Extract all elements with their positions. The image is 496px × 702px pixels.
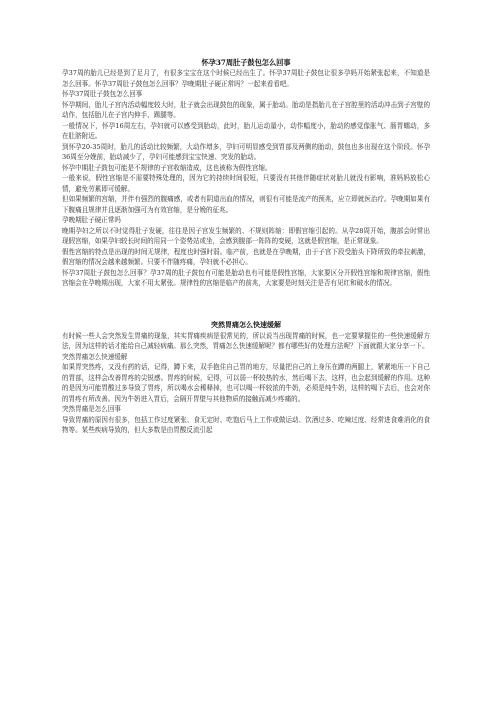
article-title: 怀孕37周肚子鼓包怎么回事 xyxy=(201,58,291,67)
paragraph: 怀孕37周肚子鼓包怎么回事？孕37周的肚子鼓包有可能是胎动也有可能是假性宫缩，大家要区分开假性宫缩和规律宫缩，假性宫缩会在孕晚期出现，大家不用太紧张。规律性的宫缩是临产的前兆，大家要是时刻关注是否有见红和破水的情况。 xyxy=(62,268,430,287)
paragraph: 到怀孕20-35周时，胎儿的活动比较频繁，大动作增多，孕妇可明显感受到胃部及两侧的胎动，鼓包也多出现在这个阶段。怀孕36周至分娩前，胎动减少了，孕妇可能感到宝宝快速、突发的胎动。 xyxy=(62,142,430,161)
section-heading: 孕晚期肚子硬正常吗 xyxy=(62,216,121,224)
paragraph: 如果胃突然疼，又没有药的话，记得，蹲下来，双手抱住自己胃的地方，尽量把自己的上身压在蹲的两腿上，紧紧地压一下自己的胃部，这样会改善胃疼的尖锐感。胃疼的时候，记得，可以弱一杯较热的水，然后喝下去，这样，也会起到缓解的作用。这种的是因为可能胃酸过多导致了胃疼，所以喝水会稀释掉，也可以喝一杯较浓的牛奶，必须是纯牛奶，这样的喝下去后，也会对你的胃疼有所改善。因为牛奶进入胃后，会隔开胃壁与其他物质的接触而减少疼痛的。 xyxy=(62,363,430,403)
paragraph: 怀孕期间，胎儿子宫内活动幅度较大时，肚子就会出现鼓包的现象，属于胎动。胎动是指胎儿在子宫腔里的活动冲击到子宫壁的动作，包括胎儿在子宫内伸手、踢腿等。 xyxy=(62,100,430,119)
paragraph: 晚期孕妇之所以不时觉得肚子发硬，往往是因子宫发生频繁的、不规则阵缩：即假宫缩引起的。从孕28周开始，腹部会时常出现假宫缩，如果孕妇较长时间的用同一个姿势站或坐，会感到腹部一阵阵的变硬，这就是假宫缩，是正常现象。 xyxy=(62,226,430,245)
paragraph: 一般情况下，怀孕16周左右，孕妇就可以感受到胎动，此时，胎儿运动量小，动作幅度小，胎动的感觉像胀气、肠胃蠕动，多在肚脐附近。 xyxy=(62,121,430,140)
section-divider-space xyxy=(62,289,430,320)
section-heading: 怀孕37周肚子鼓包怎么回事 xyxy=(62,90,143,98)
document-body xyxy=(62,58,430,436)
section-heading: 突然胃痛怎么快速缓解 xyxy=(62,352,128,361)
article-title-2: 突然胃痛怎么快速缓解 xyxy=(211,319,281,329)
paragraph: 一般来说，假性宫缩是不需要特殊处理的，因为它的持续时间很短，只要没有其他伴随症状对胎儿就没有影响，准妈妈放松心情，避免劳累即可缓解。 xyxy=(62,174,430,193)
paragraph: 但如果频繁的宫缩，并伴有强烈的腹痛感，或者有阴道出血的情况，则很有可能是流产的预兆，应立即就医治疗。孕晚期如果有下腹痛且规律并且逐渐加强可为有效宫缩，是分娩的征兆。 xyxy=(62,195,430,214)
paragraph: 孕37周的胎儿已经是到了足月了，有很多宝宝在这个时候已经出生了。怀孕37周肚子鼓包让很多孕妈开始紧张起来，不知道是怎么回事。怀孕37周肚子鼓包怎么回事？孕晚期肚子硬正常吗？一起来看看吧。 xyxy=(62,69,430,88)
paragraph: 怀孕中期肚子鼓包可能是不规律的子宫收缩造成，这也被称为假性宫缩。 xyxy=(62,163,272,172)
article-content-2 xyxy=(62,331,430,436)
paragraph: 假性宫缩的特点是出现的时间无规律，程度也时强时弱。临产前，也就是在孕晚期，由于子宫下段受胎头下降所致的牵拉刺激，假宫缩的情况会越来越频繁。只要不伴随疼痛，孕妇就不必担心。 xyxy=(62,247,430,266)
section-heading: 突然胃痛是怎么回事 xyxy=(62,405,121,413)
paragraph: 导致胃痛的原因有很多，包括工作过度紧张、食无定时、吃饱后马上工作或做运动、饮酒过多、吃辣过度、经常进食难消化的食物等。某些疾病导致的，但大多数是由胃酸反流引起 xyxy=(62,415,430,434)
article-content xyxy=(62,68,430,289)
paragraph: 有时候一些人会突然发生胃痛的现象，其实胃痛疾病是很常见的，所以说当出现胃痛的时候，也一定要掌握住的一些快速缓解方法，因为这样的话才能给自己减轻病痛。那么突然，胃痛怎么快速缓解呢？都有哪些好的处理方法呢？下面就跟大家分享一下。 xyxy=(62,331,430,350)
